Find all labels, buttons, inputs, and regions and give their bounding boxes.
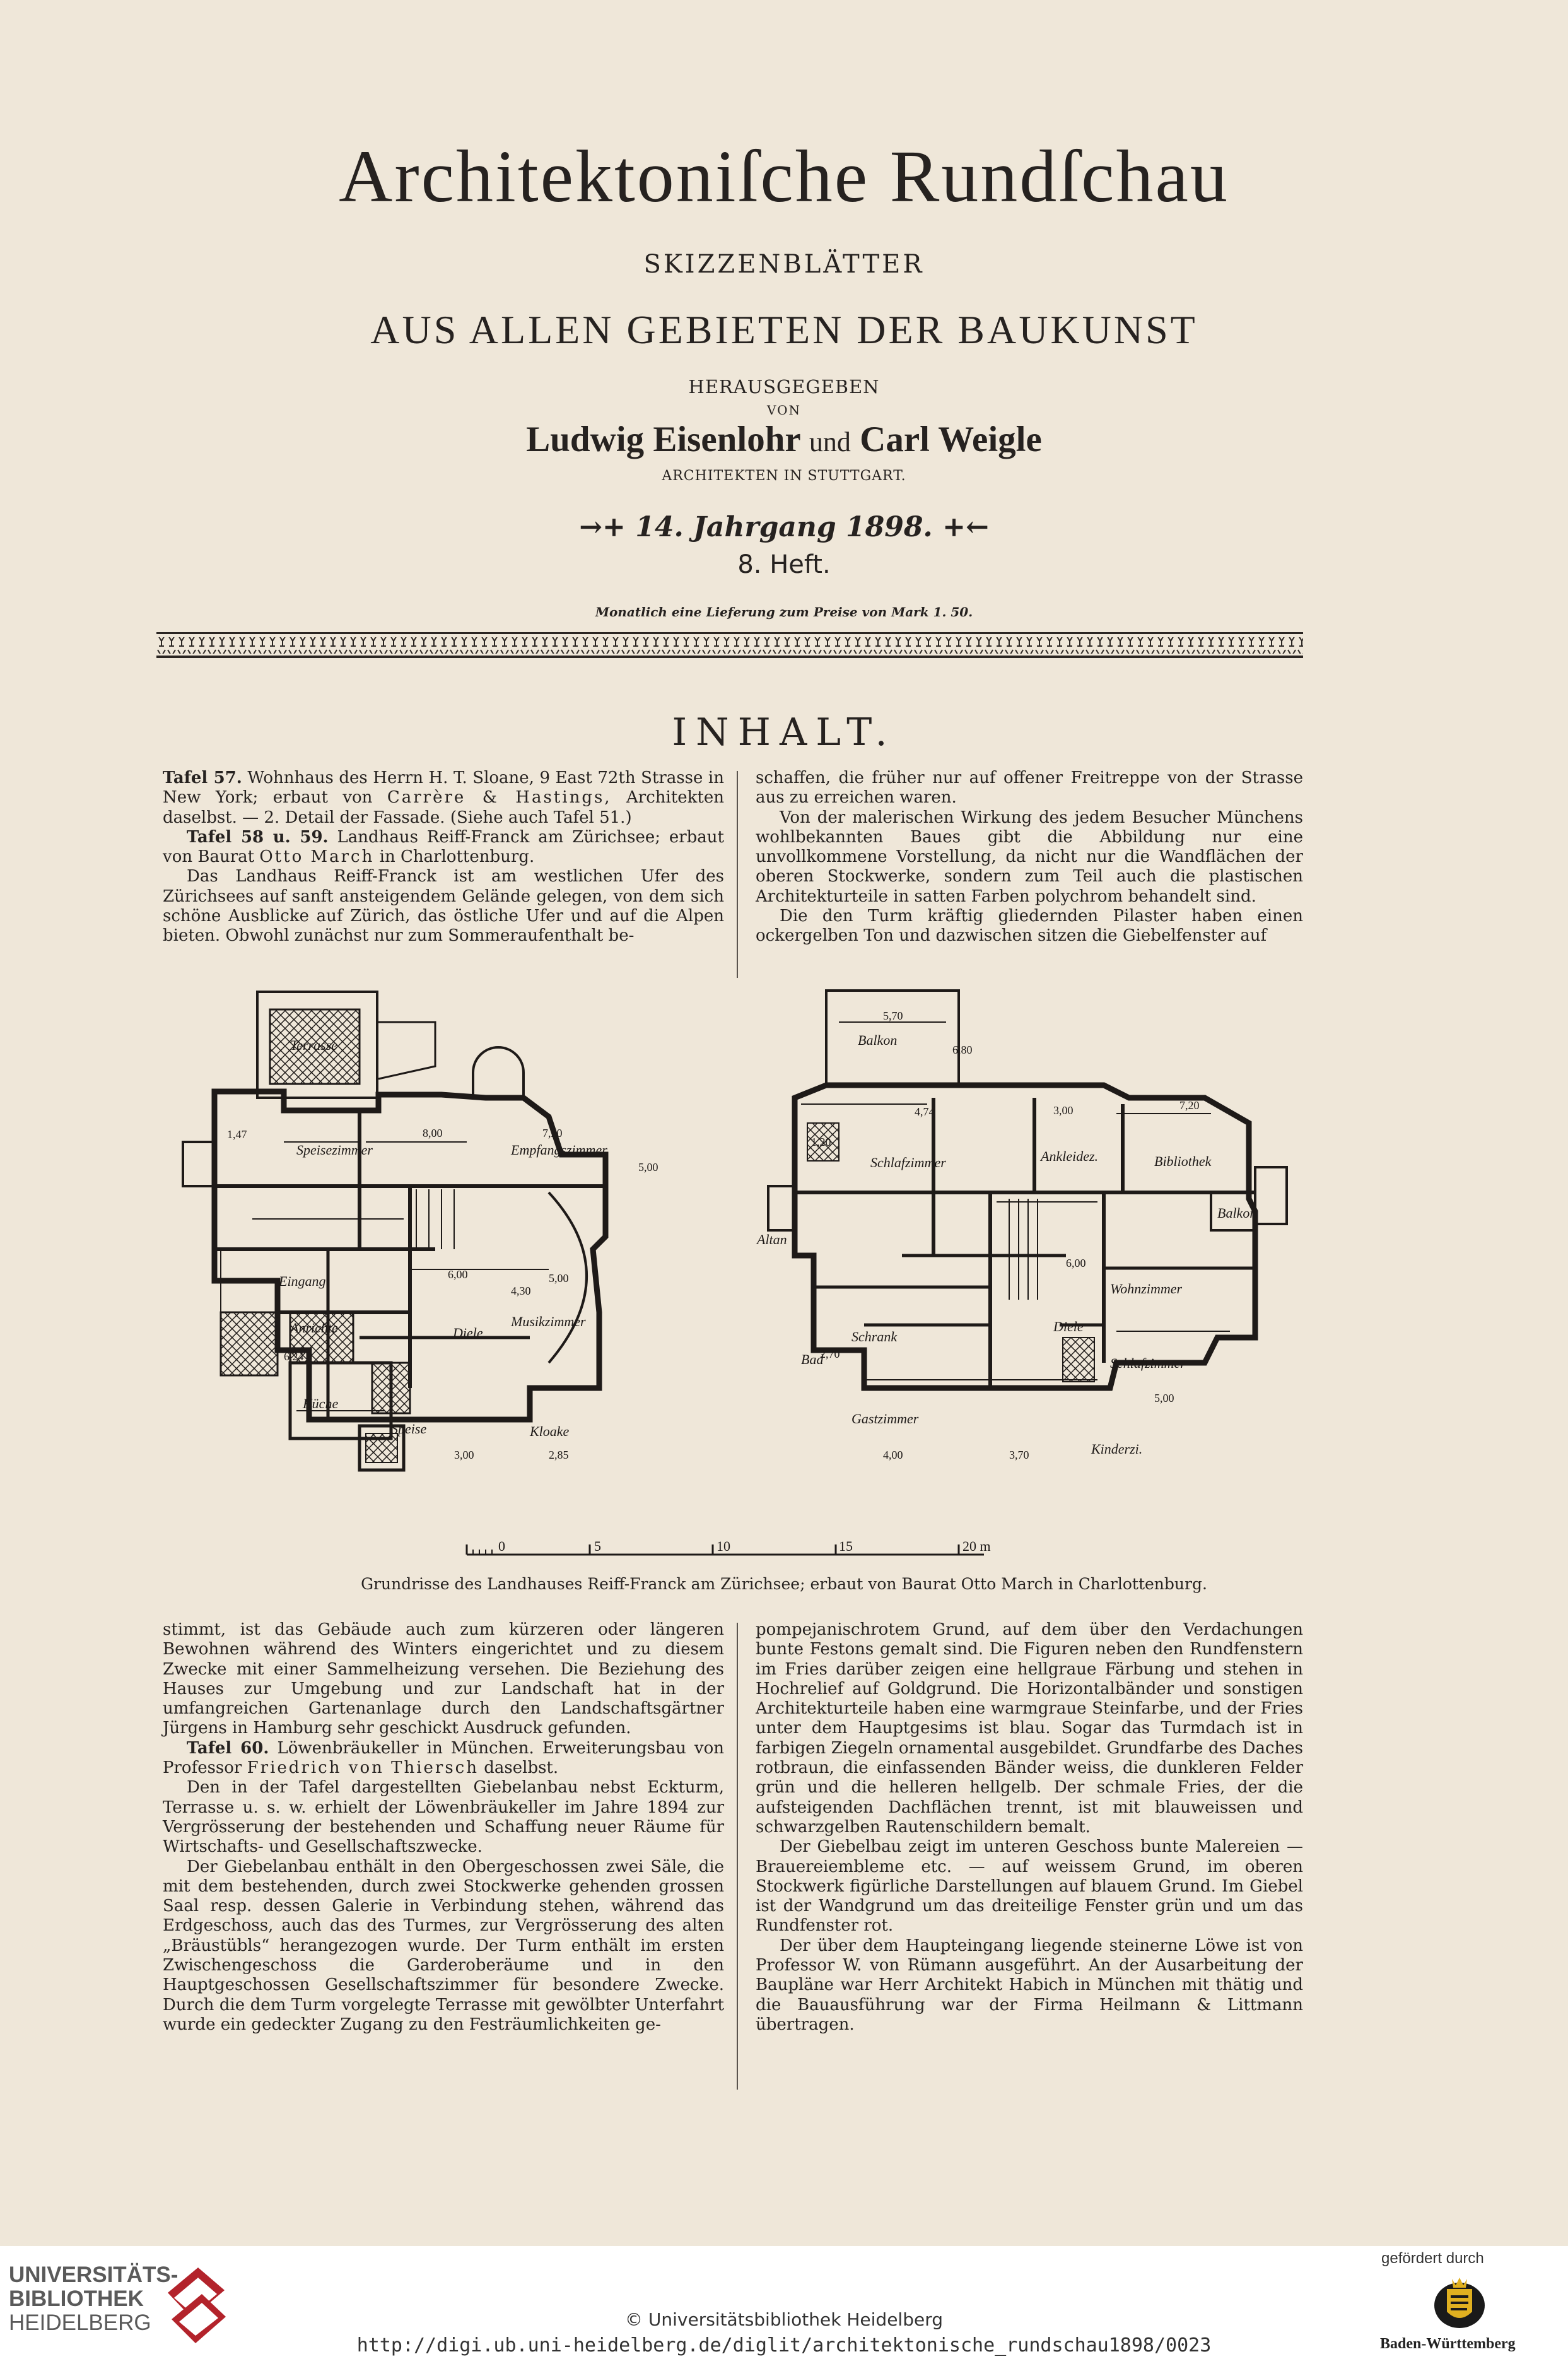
von-label: VON: [767, 403, 801, 418]
scale-tick-label: 20 m: [962, 1538, 991, 1554]
journal-title: Architektoniſche Rundſchau: [339, 135, 1229, 218]
paragraph-tafel-60: [163, 1739, 724, 1779]
plan-label: Ankleidez.: [1041, 1148, 1099, 1164]
dimension: 6,00: [1066, 1257, 1086, 1269]
plan-label: Diele: [453, 1325, 483, 1341]
paragraph: Der Giebelanbau enthält in den Obergeschossen zwei Säle, die mit dem bestehenden, durch zwei Stockwerke gehenden grossen Saal resp. dessen Galerie in Verbindung stehen, während das Erdgeschoss, auch das des Turmes, zur Vergrösserung des alten „Bräustübls“ herangezogen wurde. Der Turm enthält im ersten Zwischengeschoss die Garderoberäume und in den Hauptgeschossen Gesellschaftszimmer für besondere Zwecke. Durch die dem Turm vorgelegte Terrasse mit gewölbter Unterfahrt wurde ein gedeckter Zugang zu den Festräumlichkeiten ge-: [163, 1857, 724, 2034]
paragraph: stimmt, ist das Gebäude auch zum kürzeren oder längeren Bewohnen während des Winters eingerichtet und zu diesem Zwecke mit einer Sammelheizung versehen. Die Beziehung des Hauses zur Umgebung und zur Landschaft hat in der umfangreichen Gartenanlage durch den Landschaftsgärtner Jürgens in Hamburg sehr geschickt Ausdruck gefunden.: [163, 1620, 724, 1738]
paragraph-text: Architekten daselbst. — 2. Detail der Fassade. (Siehe auch Tafel 51.): [163, 788, 725, 827]
scale-tick-label: 10: [717, 1538, 730, 1554]
library-line: BIBLIOTHEK: [9, 2286, 144, 2311]
plan-label: Anrichte: [290, 1320, 338, 1336]
plan-label: Diele: [1053, 1319, 1084, 1334]
dimension: 4,74: [915, 1105, 935, 1118]
architect-names: Friedrich von Thiersch: [247, 1758, 479, 1778]
plan-label: Eingang: [279, 1273, 326, 1289]
dimension: 1,47: [227, 1128, 247, 1141]
plan-label: Bad: [801, 1351, 824, 1367]
paragraph-text: Löwenbräukeller in München. Erweiterungsbau von Professor: [163, 1738, 724, 1778]
floor-plans-figure: [170, 984, 1343, 1571]
plan-label: Gastzimmer: [851, 1411, 919, 1427]
plan-label: Kloake: [530, 1423, 570, 1439]
plan-label: Terrasse: [290, 1037, 337, 1053]
state-coat-of-arms-icon: [1422, 2274, 1497, 2332]
tafel-label: Tafel 58 u. 59.: [187, 827, 329, 847]
jahrgang-line: [0, 511, 1568, 543]
paragraph-text: Landhaus Reiff-Franck am Zürichsee; erbaut von Baurat: [163, 827, 725, 867]
dimension: 4,30: [511, 1285, 531, 1297]
decorative-border: [156, 632, 1303, 659]
paragraph-tafel-57: [163, 768, 724, 828]
dimension: 7,20: [542, 1127, 563, 1139]
plan-label: Schlafzimmer: [1110, 1355, 1186, 1371]
paragraph: Der Giebelbau zeigt im unteren Geschoss bunte Malereien — Brauereiembleme etc. — auf weissem Grund, im oberen Stockwerk figürliche Darstellungen auf blauem Grund. Im Giebel ist der Wandgrund um das dreiteilige Fenster grün und um das Rundfenster rot.: [756, 1837, 1303, 1936]
plan-label: Schlafzimmer: [870, 1155, 946, 1170]
editor-eisenlohr: Ludwig Eisenlohr: [526, 420, 800, 459]
plan-label: Wohnzimmer: [1110, 1281, 1183, 1297]
dimension: 6,24: [284, 1350, 304, 1363]
dimension: 7,20: [1179, 1099, 1200, 1112]
paragraph: Der über dem Haupteingang liegende steinerne Löwe ist von Professor W. von Rümann ausgeführt. An der Ausarbeitung der Baupläne war Herr Architekt Habich in München mit thätig und die Bauausführung war der Firma Heilmann & Littmann übertragen.: [756, 1936, 1303, 2034]
column-divider: [737, 771, 738, 978]
heft-number: 8. Heft.: [737, 550, 831, 579]
inhalt-heading: INHALT.: [672, 710, 896, 755]
tafel-label: Tafel 60.: [187, 1738, 269, 1758]
paragraph: Von der malerischen Wirkung des jedem Besucher Münchens wohlbekannten Baues gibt die Abbildung nur eine unvollkommene Vorstellung, da nicht nur die Wandflächen der oberen Stockwerke, sondern zum Teil auch die plastischen Architekturteile in satten Farben polychrom behandelt sind.: [756, 808, 1303, 906]
plan-label: Küche: [303, 1396, 339, 1411]
text-column-1: [163, 768, 724, 946]
editors-line: [0, 419, 1568, 460]
monthly-price-note: Monatlich eine Lieferung zum Preise von Mark 1. 50.: [595, 604, 973, 620]
plan-label: Bibliothek: [1154, 1153, 1212, 1169]
figure-caption: Grundrisse des Landhauses Reiff-Franck am Zürichsee; erbaut von Baurat Otto March in Charlottenburg.: [361, 1575, 1207, 1593]
architect-names: Otto March: [259, 847, 375, 867]
dimension: 5,00: [549, 1272, 569, 1285]
dimension: 5,00: [1154, 1392, 1174, 1404]
herausgegeben-label: HERAUSGEGEBEN: [688, 376, 880, 397]
copyright-notice: © Universitätsbibliothek Heidelberg: [624, 2309, 943, 2330]
scale-bar: [467, 1538, 991, 1555]
plan-label: Musikzimmer: [511, 1314, 586, 1329]
dimension: 3,00: [454, 1449, 474, 1461]
plan-label: Schrank: [851, 1329, 898, 1344]
dimension: 6,80: [952, 1044, 973, 1056]
und-word: und: [809, 427, 851, 457]
text-column-2: [756, 768, 1303, 946]
dimension: 1,20: [811, 1136, 831, 1148]
paragraph: Das Landhaus Reiff-Franck ist am westlichen Ufer des Zürichsees auf sanft ansteigendem Gelände gelegen, von dem sich schöne Ausblicke auf Zürich, das östliche Ufer und auf die Alpen bieten. Obwohl zunächst nur zum Sommeraufenthalt be-: [163, 867, 724, 946]
plan-label: Speise: [391, 1421, 427, 1437]
dimension: 2,70: [820, 1348, 840, 1360]
permalink-url[interactable]: http://digi.ub.uni-heidelberg.de/diglit/architektonische_rundschau1898/0023: [356, 2334, 1212, 2356]
right-ornament-icon: +←: [942, 511, 989, 543]
scale-tick-label: 15: [839, 1538, 853, 1554]
editor-weigle: Carl Weigle: [860, 420, 1042, 459]
left-ornament-icon: →+: [579, 511, 636, 543]
dimension: 5,70: [883, 1009, 903, 1022]
subtitle-baukunst: AUS ALLEN GEBIETEN DER BAUKUNST: [370, 307, 1198, 352]
sponsor-name: Baden-Württemberg: [1380, 2336, 1516, 2352]
paragraph: Die den Turm kräftig gliedernden Pilaster haben einen ockergelben Ton und dazwischen sitzen die Giebelfenster auf: [756, 907, 1303, 946]
plan-label: Empfangszimmer: [511, 1142, 607, 1158]
paragraph-text: in Charlottenburg.: [374, 847, 535, 867]
plan-label: Altan: [757, 1232, 787, 1247]
dimension: 5,00: [638, 1161, 658, 1174]
scale-tick-label: 5: [594, 1538, 601, 1554]
plan-label: Balkon: [1217, 1205, 1257, 1221]
plan-label: Balkon: [858, 1032, 898, 1048]
column-divider: [737, 1623, 738, 2090]
dimension: 6,00: [448, 1268, 468, 1281]
dimension: 4,00: [883, 1449, 903, 1461]
library-line: HEIDELBERG: [9, 2310, 151, 2335]
paragraph-text: daselbst.: [478, 1758, 559, 1778]
text-column-3: [163, 1620, 724, 2035]
plan-label: Kinderzi.: [1091, 1441, 1143, 1457]
plan-label: Speisezimmer: [296, 1142, 373, 1158]
architect-names: Carrère & Hastings,: [387, 788, 612, 808]
paragraph: pompejanischrotem Grund, auf dem über den Verdachungen bunte Festons gemalt sind. Die Figuren neben den Rundfenstern im Fries darüber zeigen eine hellgraue Färbung und stehen in Hochrelief auf Goldgrund. Die Horizontalbänder und sonstigen Architekturteile haben eine warmgraue Steinfarbe, und der Fries unter dem Hauptgesims ist blau. Sogar das Turmdach ist in farbigen Ziegeln ornamental ausgebildet. Grundfarbe des Daches rotbraun, die einfassenden Bänder weiss, die dunkleren Felder grün und die helleren hellgelb. Der schmale Fries, der die aufsteigenden Dachflächen trennt, ist mit blauweissen und schwarzgelben Rautenschildern bemalt.: [756, 1620, 1303, 1837]
tafel-label: Tafel 57.: [163, 768, 242, 787]
upper-floor-plan: [768, 991, 1287, 1388]
dimension: 3,70: [1009, 1449, 1029, 1461]
scale-tick-label: 0: [498, 1538, 505, 1554]
paragraph-text: Wohnhaus des Herrn H. T. Sloane, 9 East 72th Strasse in New York; erbaut von: [163, 768, 724, 808]
text-column-4: [756, 1620, 1303, 2035]
paragraph-tafel-58: [163, 828, 724, 868]
dimension: 2,85: [549, 1449, 569, 1461]
ground-floor-plan: [183, 992, 606, 1470]
subtitle-skizzenblaetter: SKIZZENBLÄTTER: [643, 250, 925, 279]
jahrgang-text: 14. Jahrgang 1898.: [635, 511, 933, 543]
paragraph: Den in der Tafel dargestellten Giebelanbau nebst Eckturm, Terrasse u. s. w. erhielt der Löwenbräukeller im Jahre 1894 zur Vergrösserung der bestehenden und Schaffung neuer Räume für Wirtschafts- und Gesellschaftszwecke.: [163, 1778, 724, 1857]
dimension: 3,00: [1053, 1104, 1074, 1117]
dimension: 8,00: [423, 1127, 443, 1139]
library-line: UNIVERSITÄTS-: [9, 2262, 178, 2287]
paragraph: schaffen, die früher nur auf offener Freitreppe von der Strasse aus zu erreichen waren.: [756, 768, 1303, 808]
sponsor-label: gefördert durch: [1381, 2250, 1484, 2267]
architects-line: ARCHITEKTEN IN STUTTGART.: [662, 468, 906, 484]
